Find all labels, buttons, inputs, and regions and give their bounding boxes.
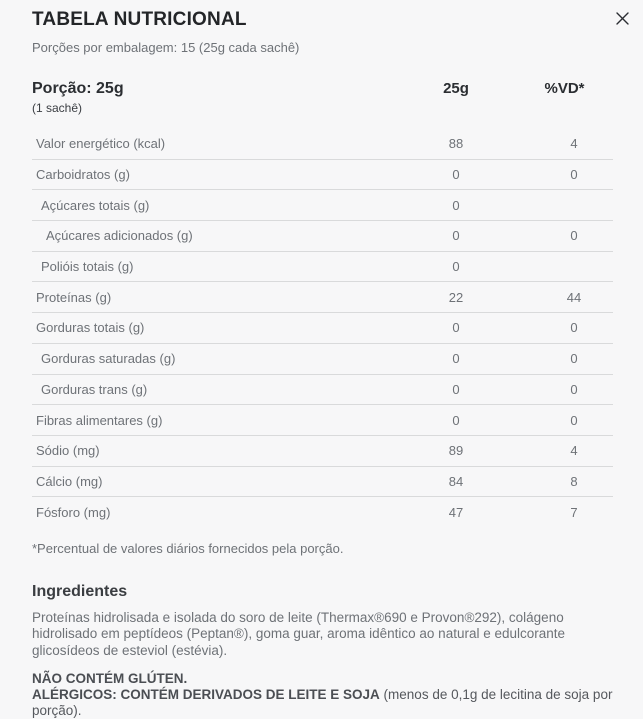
row-dv-value: 4 [570, 443, 578, 459]
row-label: Polióis totais (g) [41, 259, 134, 275]
allergen-info [32, 671, 613, 719]
column-header-dv: %VD* [544, 80, 585, 97]
row-amount-value: 89 [448, 443, 464, 459]
row-label: Gorduras totais (g) [36, 320, 145, 336]
row-amount-value: 0 [452, 412, 460, 428]
allergens-bold-part: ALÉRGICOS: CONTÉM DERIVADOS DE LEITE E SOJA [32, 687, 380, 703]
ingredients-text: Proteínas hidrolisada e isolada do soro de leite (Thermax®690 e Provon®292), colágeno hidrolisado em peptídeos (Peptan®), goma guar, aroma idêntico ao natural e edulcorante glicosídeos de esteviol (estévia). [32, 609, 566, 658]
close-button[interactable] [612, 8, 632, 28]
row-label: Proteínas (g) [36, 289, 112, 305]
allergens-line [32, 687, 612, 718]
row-dv-value: 7 [570, 505, 578, 521]
table-row [32, 129, 613, 160]
row-label: Fibras alimentares (g) [36, 412, 163, 428]
row-label: Cálcio (mg) [36, 473, 103, 489]
row-label: Gorduras saturadas (g) [41, 351, 176, 367]
portion-label: Porção: 25g [32, 80, 124, 97]
row-dv-value: 8 [570, 473, 578, 489]
modal-title: TABELA NUTRICIONAL [32, 9, 247, 30]
table-row [32, 344, 613, 375]
portion-sub-label: (1 sachê) [32, 101, 83, 115]
table-row [32, 436, 613, 467]
table-row [32, 190, 613, 221]
row-dv-value: 0 [570, 351, 578, 367]
row-amount-value: 0 [452, 259, 460, 275]
row-label: Valor energético (kcal) [36, 136, 166, 152]
allergens-regular-part: (menos de 0,1g de lecitina de soja por porção). [32, 687, 613, 719]
row-label: Gorduras trans (g) [41, 381, 148, 397]
ingredients-heading: Ingredientes [32, 582, 128, 600]
column-header-amount: 25g [443, 80, 469, 97]
row-amount-value: 0 [452, 351, 460, 367]
row-amount-value: 84 [448, 473, 464, 489]
table-row [32, 313, 613, 344]
row-amount-value: 0 [452, 167, 460, 183]
row-dv-value: 4 [570, 136, 578, 152]
row-dv-value: 0 [570, 412, 578, 428]
row-amount-value: 47 [448, 505, 464, 521]
row-label: Sódio (mg) [36, 443, 100, 459]
row-label: Carboidratos (g) [36, 167, 130, 183]
table-row [32, 375, 613, 406]
table-row [32, 221, 613, 252]
row-amount-value: 0 [452, 228, 460, 244]
row-dv-value: 0 [570, 167, 578, 183]
row-amount-value: 88 [448, 136, 464, 152]
row-amount-value: 22 [448, 289, 464, 305]
row-amount-value: 0 [452, 381, 460, 397]
table-row [32, 497, 613, 528]
table-row [32, 282, 613, 313]
table-row [32, 160, 613, 191]
row-amount-value: 0 [452, 320, 460, 336]
row-amount-value: 0 [452, 197, 460, 213]
row-dv-value: 0 [570, 381, 578, 397]
gluten-free-line: NÃO CONTÉM GLÚTEN. [32, 671, 188, 687]
close-icon [615, 11, 630, 26]
row-label: Açúcares totais (g) [41, 197, 150, 213]
table-header-row [32, 79, 613, 98]
row-dv-value: 0 [570, 320, 578, 336]
row-dv-value: 44 [566, 289, 582, 305]
table-row [32, 467, 613, 498]
servings-per-package: Porções por embalagem: 15 (25g cada sachê) [32, 40, 300, 55]
row-dv-value: 0 [570, 228, 578, 244]
nutrition-table [32, 129, 613, 528]
row-label: Açúcares adicionados (g) [46, 228, 193, 244]
table-row [32, 405, 613, 436]
row-label: Fósforo (mg) [36, 505, 111, 521]
dv-footnote: *Percentual de valores diários fornecidos pela porção. [32, 540, 344, 556]
table-row [32, 252, 613, 283]
